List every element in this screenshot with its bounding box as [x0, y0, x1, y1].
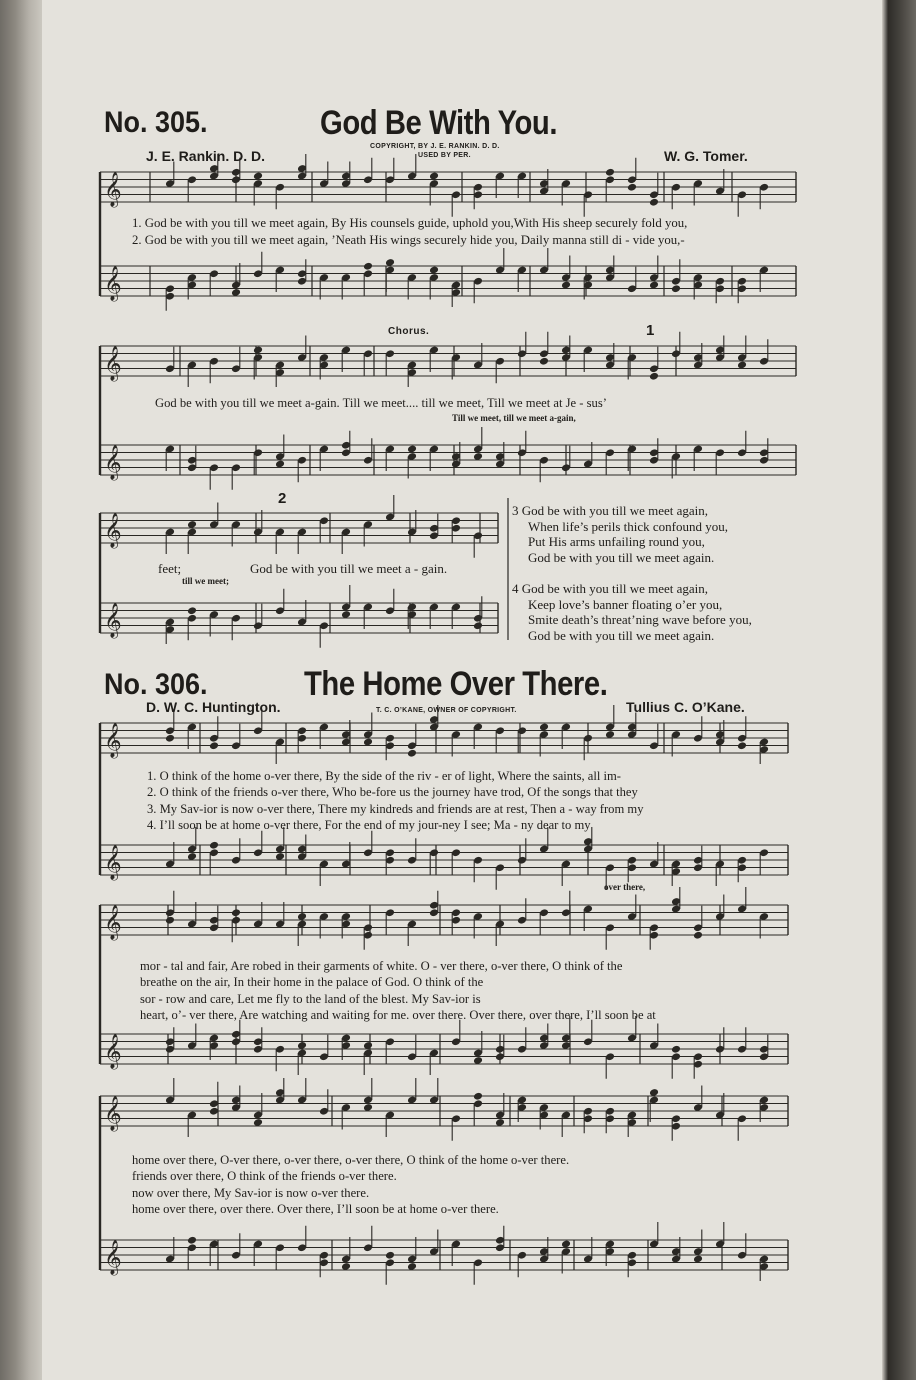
h305-s2-treble-note	[649, 372, 659, 381]
chorus-echo: Till we meet, till we meet a-gain,	[452, 413, 576, 423]
sys1-line: 3. My Sav-ior is now o-ver there, There my kindreds and friends are at rest, Then a - way from my	[147, 801, 644, 816]
line2-lyric: God be with you till we meet a-gain. Till we meet.... till we meet, Till we meet at Je - sus’	[155, 396, 607, 410]
sys2-line: sor - row and care, Let me fly to the land of the blest. My Sav-ior is	[140, 991, 481, 1006]
sys1-lyrics	[147, 768, 644, 834]
h305-s1-treble-note	[649, 198, 659, 207]
h305-s2-bass-clef: 𝄞	[104, 445, 122, 480]
h305-s3-bass-note	[187, 606, 197, 615]
line3-lyric: God be with you till we meet a - gain.	[250, 561, 448, 576]
h306-s1-treble-note	[737, 741, 747, 750]
verse-3-line: When life’s perils thick confound you,	[528, 518, 729, 534]
verse-4-line: God be with you till we meet again.	[528, 627, 715, 643]
hymn-title-306: The Home Over There.	[304, 665, 608, 703]
verse-3-line: Put His arms unfailing round you,	[528, 534, 705, 549]
h306-s3-treble-note	[473, 1092, 483, 1101]
sys2-line: mor - tal and fair, Are robed in their garments of white. O - ver there, o-ver there, O think of the	[140, 959, 623, 973]
verse-3	[512, 503, 728, 565]
h305-s1-treble-note	[605, 168, 615, 177]
h306-s3-bass-note	[187, 1236, 197, 1245]
h305-s1-bass-note	[363, 262, 373, 271]
hymn-number-306: No. 306.	[104, 668, 208, 701]
h306-s1-bass-clef: 𝄞	[104, 845, 122, 880]
h306-s1-bass-note	[209, 841, 219, 850]
sys2-lyrics	[140, 958, 656, 1024]
sys3-lyrics	[132, 1152, 569, 1218]
sys1-line: 1. O think of the home o-ver there, By the side of the riv - er of light, Where the saints, all im-	[147, 769, 622, 783]
copyright-305-a: COPYRIGHT, BY J. E. RANKIN. D. D.	[370, 143, 500, 150]
h306-s2-treble-note	[693, 931, 703, 940]
sys3-line: now over there, My Sav-ior is now o-ver there.	[132, 1185, 370, 1200]
copyright-306: T. C. O’KANE, OWNER OF COPYRIGHT.	[376, 707, 517, 714]
hymn-title-305: God Be With You.	[320, 104, 558, 142]
sys3-line: home over there, O-ver there, o-ver there, o-ver there, O think of the home o-ver there.	[132, 1153, 570, 1167]
verse-4-line: 4 God be with you till we meet again,	[512, 581, 709, 596]
line3-feet: feet;	[158, 561, 182, 576]
h305-s3-treble-clef: 𝄞	[104, 513, 122, 548]
verse-4	[512, 581, 752, 643]
sys3-line: friends over there, O think of the friends o-ver there.	[132, 1169, 397, 1184]
h306-s2-treble-clef: 𝄞	[104, 905, 122, 940]
verse-4-line: Keep love’s banner floating o’er you,	[528, 596, 723, 612]
verse-2-line: 2. God be with you till we meet again, ’Neath His wings securely hide you, Daily manna still di - vide you,-	[132, 233, 685, 247]
sys2-line: heart, o’- ver there, Are watching and waiting for me. over there. Over there, over there, I’ll soon be at	[140, 1008, 656, 1023]
ending-2: 2	[278, 490, 287, 507]
h306-s2-treble-note	[165, 916, 175, 925]
h306-s1-treble-note	[165, 734, 175, 743]
h306-s1-treble-clef: 𝄞	[104, 723, 122, 758]
h306-s2-treble-note	[231, 908, 241, 917]
verse-1-line: 1. God be with you till we meet again, By His counsels guide, uphold you,With His sheep securely fold you,	[132, 216, 688, 230]
author-306: D. W. C. Huntington.	[146, 699, 281, 715]
sys1-line: 2. O think of the friends o-ver there, Who be-fore us the journey have trod, Of the songs that they	[147, 785, 638, 800]
chorus-label: Chorus.	[388, 326, 430, 337]
h305-s2-treble-clef: 𝄞	[104, 346, 122, 381]
sys3-line: home over there, over there. Over there, I’ll soon be at home o-ver there.	[132, 1202, 499, 1217]
h305-s3-bass-note	[473, 621, 483, 630]
h305-s2-treble-note	[539, 357, 549, 366]
h306-s1-treble-note	[209, 741, 219, 750]
sys2-line: breathe on the air, In their home in the palace of God. O think of the	[140, 975, 484, 990]
h306-s3-treble-clef: 𝄞	[104, 1096, 122, 1131]
h306-s3-bass-note	[385, 1251, 395, 1260]
composer-306: Tullius C. O’Kane.	[626, 699, 745, 715]
h306-s3-bass-clef: 𝄞	[104, 1240, 122, 1275]
h305-s1-treble-clef: 𝄞	[104, 172, 122, 207]
h305-s3-bass-clef: 𝄞	[104, 603, 122, 638]
hymn-number-305: No. 305.	[104, 106, 208, 139]
sys1-echo: over there,	[604, 882, 646, 892]
copyright-305-b: USED BY PER.	[418, 152, 471, 159]
h306-s2-bass-clef: 𝄞	[104, 1034, 122, 1069]
h306-s1-treble-note	[407, 749, 417, 758]
sys1-line: 4. I’ll soon be at home o-ver there, For the end of my jour-ney I see; Ma - ny dear to my	[147, 818, 591, 833]
h306-s2-bass-note	[671, 1045, 681, 1054]
ending-1: 1	[646, 322, 655, 339]
h305-s1-treble-note	[627, 183, 637, 192]
author-305: J. E. Rankin. D. D.	[146, 148, 266, 164]
h305-s1-bass-clef: 𝄞	[104, 266, 122, 301]
verse-3-line: God be with you till we meet again.	[528, 549, 715, 565]
h305-s1-bass-note	[671, 284, 681, 293]
line3-echo: till we meet;	[182, 576, 229, 586]
composer-305: W. G. Tomer.	[664, 148, 748, 164]
verse-4-line: Smite death’s threat’ning wave before you,	[528, 612, 752, 627]
verse-3-line: 3 God be with you till we meet again,	[512, 503, 709, 518]
